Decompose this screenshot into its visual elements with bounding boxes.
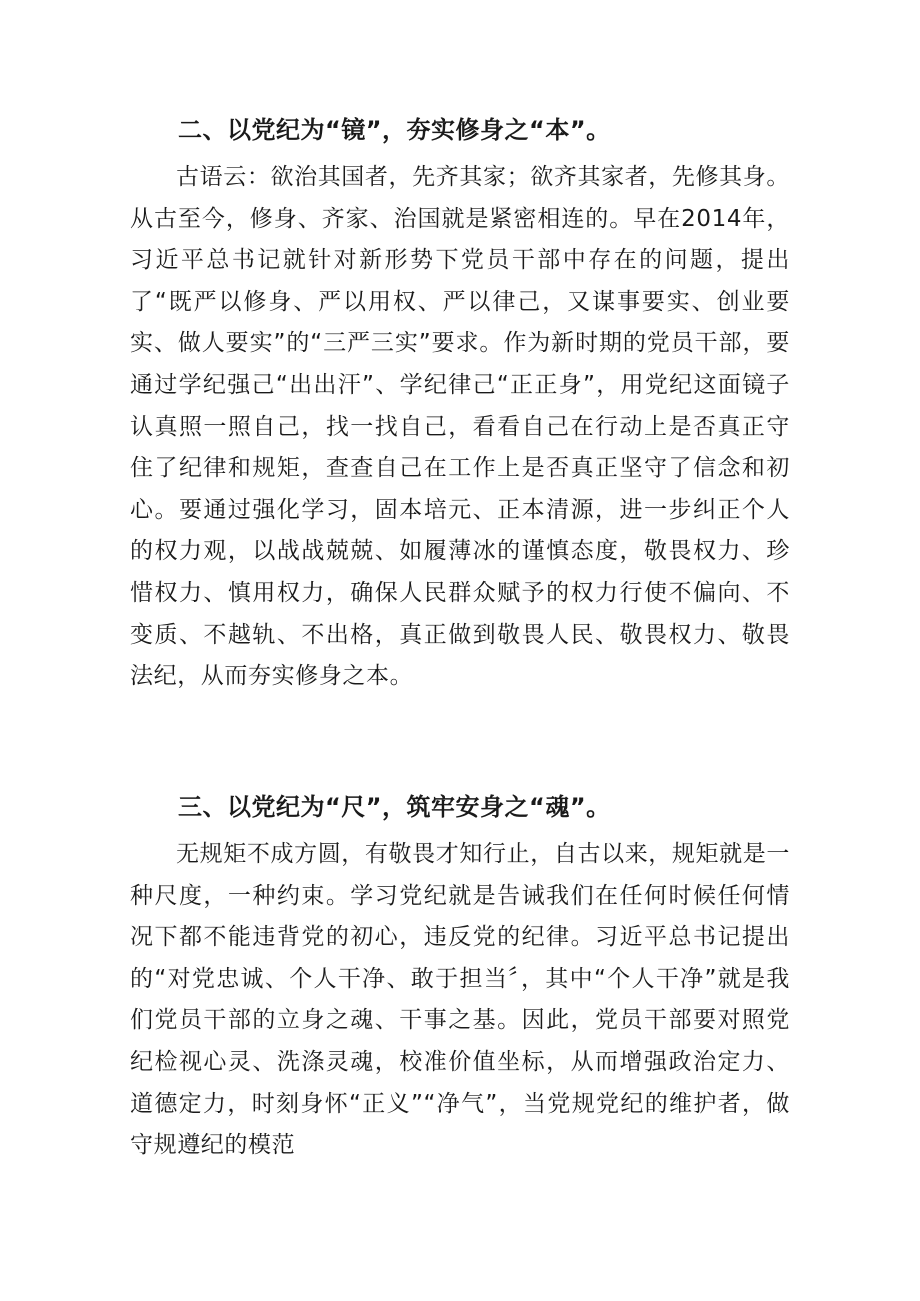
section-heading-3: 三、以党纪为“尺”，筑牢安身之“魂”。: [178, 793, 611, 821]
section-heading-2: 二、以党纪为“镜”，夯实修身之“本”。: [178, 116, 611, 144]
section-paragraph-2: 古语云：欲治其国者，先齐其家；欲齐其家者，先修其身。从古至今，修身、齐家、治国就是紧密相连的。早在2014年，习近平总书记就针对新形势下党员干部中存在的问题，提出了“既严以修身、严以用权、严以律己，又谋事要实、创业要实、做人要实”的“三严三实”要求。作为新时期的党员干部，要通过学纪强己“出出汗”、学纪律己“正正身”，用党纪这面镜子认真照一照自己，找一找自己，看看自己在行动上是否真正守住了纪律和规矩，查查自己在工作上是否真正坚守了信念和初心。要通过强化学习，固本培元、正本清源，进一步纠正个人的权力观，以战战兢兢、如履薄冰的谨慎态度，敬畏权力、珍惜权力、慎用权力，确保人民群众赋予的权力行使不偏向、不变质、不越轨、不出格，真正做到敬畏人民、敬畏权力、敬畏法纪，从而夯实修身之本。: [130, 164, 790, 690]
section-paragraph-3: 无规矩不成方圆，有敬畏才知行止，自古以来，规矩就是一种尺度，一种约束。学习党纪就是告诫我们在任何时候任何情况下都不能违背党的初心，违反党的纪律。习近平总书记提出的“对党忠诚、个人干净、敢于担当〞，其中“个人干净”就是我们党员干部的立身之魂、干事之基。因此，党员干部要对照党纪检视心灵、洗涤灵魂，校准价值坐标，从而增强政治定力、道德定力，时刻身怀“正义”“净气”，当党规党纪的维护者，做守规遵纪的模范: [130, 841, 790, 1159]
